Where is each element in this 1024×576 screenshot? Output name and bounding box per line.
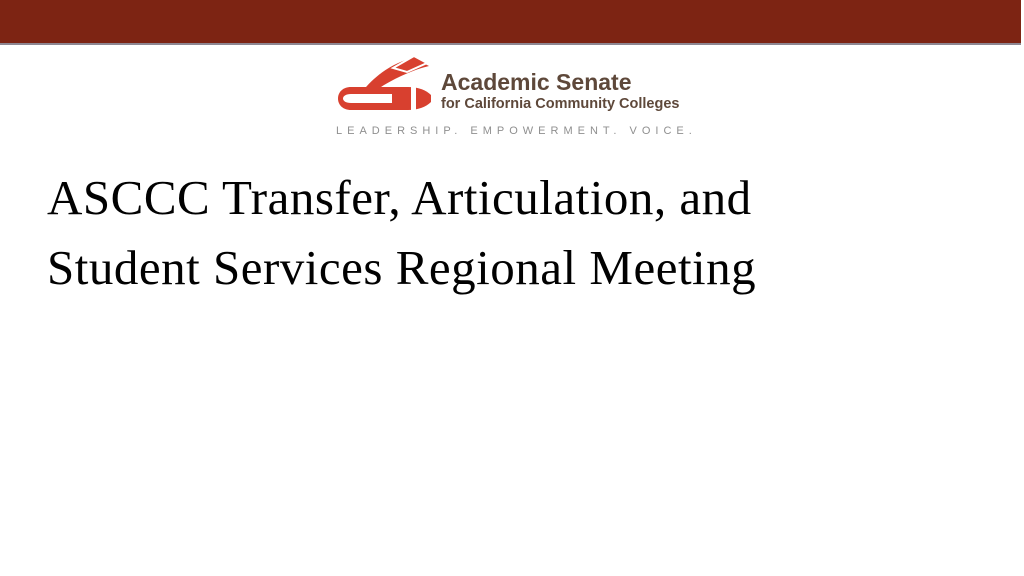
asccc-logo <box>336 54 716 137</box>
asccc-logo-row <box>336 54 716 118</box>
logo-tagline: LEADERSHIP. EMPOWERMENT. VOICE. <box>336 125 697 137</box>
top-banner <box>0 0 1021 45</box>
slide-title <box>47 163 756 303</box>
logo-org-name: Academic Senate <box>441 69 632 95</box>
asccc-logo-text <box>441 70 679 113</box>
logo-org-subtitle: for California Community Colleges <box>441 96 680 112</box>
open-book-swoosh-icon <box>336 54 436 118</box>
slide-title-line-2: Student Services Regional Meeting <box>47 240 757 295</box>
slide-title-line-1: ASCCC Transfer, Articulation, and <box>47 170 752 225</box>
